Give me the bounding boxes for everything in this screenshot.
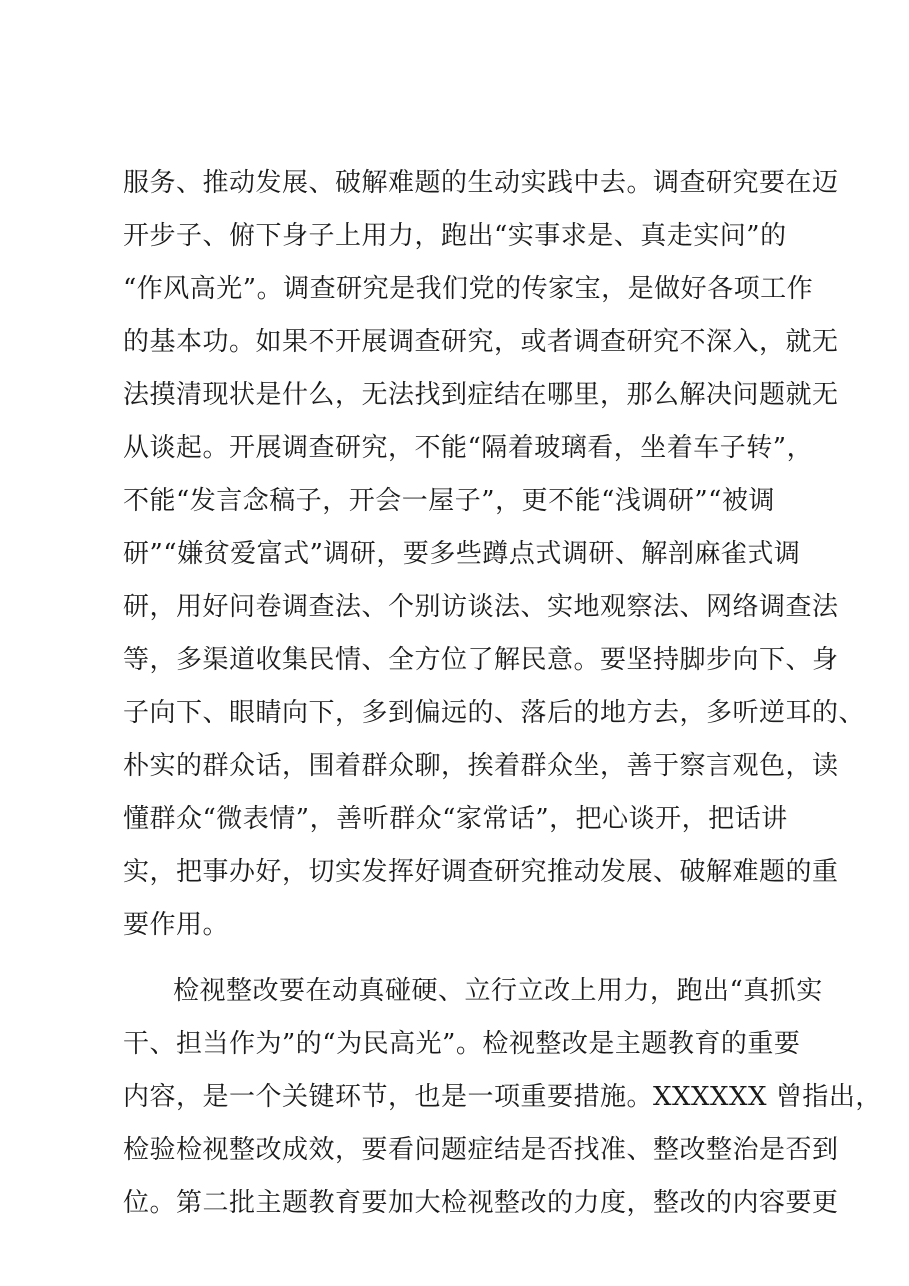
text-line: 内容，是一个关键环节，也是一项重要措施。XXXXXX 曾指出， xyxy=(123,1082,882,1112)
text-line: 从谈起。开展调查研究，不能“隔着玻璃看，坐着车子转”， xyxy=(123,433,814,463)
text-line: 要作用。 xyxy=(123,910,230,940)
text-line: 法摸清现状是什么，无法找到症结在哪里，那么解决问题就无 xyxy=(123,380,839,410)
text-line: 检验检视整改成效，要看问题症结是否找准、整改整治是否到 xyxy=(123,1135,839,1165)
text-line: 的基本功。如果不开展调查研究，或者调查研究不深入，就无 xyxy=(123,327,839,357)
text-line: 朴实的群众话，围着群众聊，挨着群众坐，善于察言观色，读 xyxy=(123,751,839,781)
text-line: 开步子、俯下身子上用力，跑出“实事求是、真走实问”的 xyxy=(123,221,787,251)
text-line: 子向下、眼睛向下，多到偏远的、落后的地方去，多听逆耳的、 xyxy=(123,698,866,728)
text-line: 实，把事办好，切实发挥好调查研究推动发展、破解难题的重 xyxy=(123,857,839,887)
text-line: 服务、推动发展、破解难题的生动实践中去。调查研究要在迈 xyxy=(123,168,839,198)
text-line: 干、担当作为”的“为民高光”。检视整改是主题教育的重要 xyxy=(123,1029,801,1059)
text-line: 研”“嫌贫爱富式”调研，要多些蹲点式调研、解剖麻雀式调 xyxy=(123,539,801,569)
text-line: 研，用好问卷调查法、个别访谈法、实地观察法、网络调查法 xyxy=(123,592,839,622)
text-line: 位。第二批主题教育要加大检视整改的力度，整改的内容要更 xyxy=(123,1188,839,1218)
paragraph-first-line: 检视整改要在动真碰硬、立行立改上用力，跑出“真抓实 xyxy=(173,976,823,1006)
text-line: 不能“发言念稿子，开会一屋子”，更不能“浅调研”“被调 xyxy=(123,486,775,516)
text-line: “作风高光”。调查研究是我们党的传家宝，是做好各项工作 xyxy=(123,274,814,304)
text-line: 等，多渠道收集民情、全方位了解民意。要坚持脚步向下、身 xyxy=(123,645,839,675)
text-line: 懂群众“微表情”，善听群众“家常话”，把心谈开，把话讲 xyxy=(123,804,788,834)
